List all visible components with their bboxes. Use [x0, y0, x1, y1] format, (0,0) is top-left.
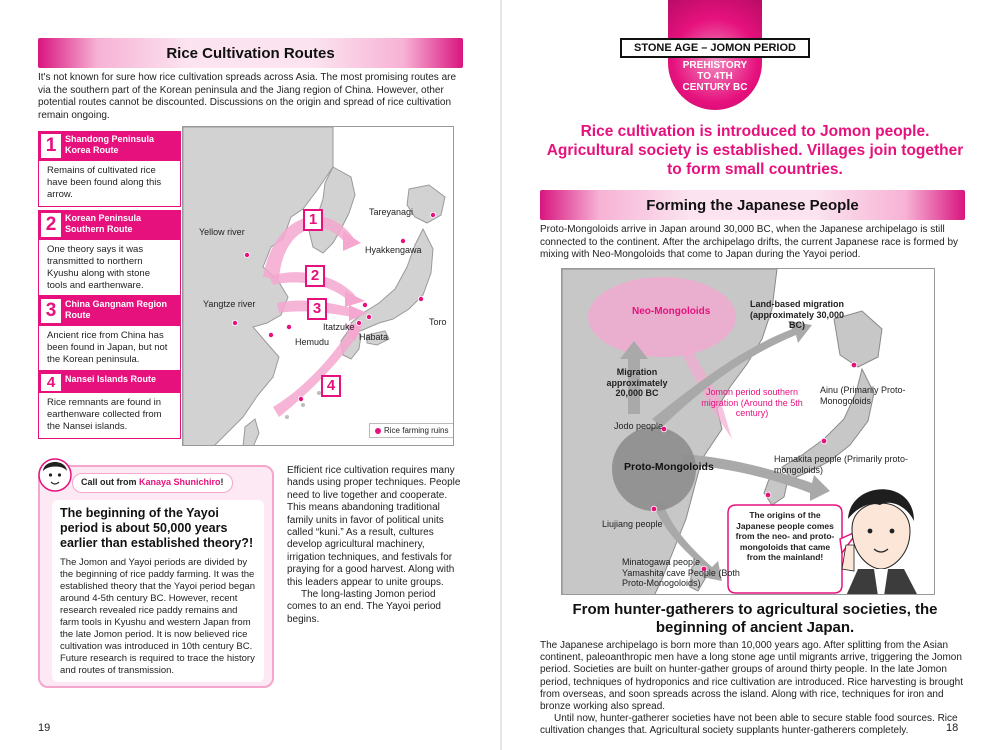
route-box-1: [38, 131, 181, 207]
badge-period-label: STONE AGE – JOMON PERIOD: [620, 38, 810, 58]
section-title: Forming the Japanese People: [646, 196, 859, 214]
body-paragraph-1: The Japanese archipelago is born more than 10,000 years ago. After splitting from the Asian continent, paleoanthropic men have a long stone age until migrants arrive, triggering the Jomon period. Societies are built on hunter-gather groups of around thirty people. In the late Jomon period, techniques of hydroponics and rice cultivation are introduced. Rice harvesting is brought from overseas, and soon spreads across the island. Along with rice, techniques for iron and bronze working also spread.: [540, 640, 964, 713]
callout-title: The beginning of the Yayoi period is about 50,000 years earlier than established theory?!: [60, 506, 254, 550]
callout-tab-prefix: Call out from: [81, 477, 139, 487]
label-minatogawa: Minatogawa people Yamashita cave People (Both Proto-Monogoloids): [622, 557, 740, 588]
intro-paragraph: It's not known for sure how rice cultivation spreads across Asia. The most promising routes are via the southern part of the Korean peninsula and the Jiang region of China. However, other potential routes cannot be discounted. Discussions on the origin and spread of rice cultivation remain ongoing.: [38, 72, 457, 121]
badge-subtitle: [668, 60, 762, 93]
subheading: From hunter-gatherers to agricultural societies, the beginning of ancient Japan.: [572, 601, 938, 636]
section-header-rice-routes: [38, 38, 463, 68]
badge-line: CENTURY BC: [682, 82, 748, 93]
section-header-forming: [540, 190, 965, 220]
route-box-3: [38, 296, 181, 371]
route-text: Ancient rice from China has been found in Japan, but not the Korean peninsula.: [38, 326, 181, 371]
callout-box: [38, 465, 274, 688]
section-title: Rice Cultivation Routes: [166, 44, 335, 62]
label-hamakita: Hamakita people (Primarily proto-mongoloids): [774, 454, 909, 475]
badge-line: TO 4TH: [697, 71, 733, 82]
route-title: Shandong Peninsula Korea Route: [65, 134, 155, 155]
route-text: Remains of cultivated rice have been found along this arrow.: [38, 161, 181, 207]
column-paragraph-1: Efficient rice cultivation requires many hands using proper techniques. People need to live together and cooperate. This means abandoning traditional family units in favor of political units called “kuni.” As a result, cultures develop agricultural machinery, irrigation techniques, and festivals for praying for a good harvest. Along with this leaders appear to unite groups.: [287, 465, 461, 588]
text-column: [287, 465, 465, 626]
speech-bubble-text: The origins of the Japanese people comes from the neo- and proto-mongoloids that came from the mainland!: [735, 510, 835, 562]
route-box-2: [38, 210, 181, 296]
migration-diagram: [561, 268, 935, 595]
map-label-yellow-river: Yellow river: [199, 227, 245, 237]
body-text: [540, 640, 965, 738]
route-title: China Gangnam Region Route: [65, 299, 168, 320]
map-label-itatzuke: Itatzuke: [323, 322, 355, 332]
map-label-toro: Toro: [429, 317, 447, 327]
label-jodo: Jodo people: [614, 421, 664, 431]
route-box-4: [38, 371, 181, 439]
label-proto-mongoloids: Proto-Mongoloids: [624, 461, 714, 473]
period-badge: [620, 0, 810, 118]
page-fold: [500, 0, 502, 750]
intro-paragraph: Proto-Mongoloids arrive in Japan around 30,000 BC, when the Japanese archipelago is still connected to the continent. After the archipelago drifts, the current Japanese race is formed by mixing with Neo-Mongoloids that come to Japan during the Yayoi period.: [540, 224, 959, 261]
map-label-hemudu: Hemudu: [295, 337, 330, 347]
label-ainu: Ainu (Primarily Proto-Monogoloids: [820, 385, 906, 406]
map-legend: [369, 423, 454, 438]
route-number: 2: [41, 213, 61, 237]
chapter-headline: Rice cultivation is introduced to Jomon people. Agricultural society is established. Villages join together to form small countries.: [546, 123, 964, 178]
legend-label: Rice farming ruins: [384, 426, 449, 435]
badge-line: PREHISTORY: [682, 60, 748, 71]
map-label-tareyanagi: Tareyanagi: [369, 207, 414, 217]
map-label-yangtze-river: Yangtze river: [203, 299, 256, 309]
page-number-left: 19: [38, 722, 51, 734]
map-label-hyakkengawa: Hyakkengawa: [365, 245, 422, 255]
route-marker-3: 3: [307, 298, 327, 320]
route-marker-2: 2: [305, 265, 325, 287]
kanaya-avatar-icon: [38, 455, 72, 495]
route-title: Korean Peninsula Southern Route: [65, 213, 142, 234]
route-marker-4: 4: [321, 375, 341, 397]
route-number: 4: [41, 374, 61, 391]
callout-tab-name: Kanaya Shunichiro: [139, 477, 221, 487]
label-migration-20000: Migration approximately 20,000 BC: [606, 367, 668, 398]
label-land-migration: Land-based migration (approximately 30,000 BC): [749, 299, 845, 330]
rice-routes-map: [182, 126, 454, 446]
route-title: Nansei Islands Route: [65, 374, 157, 384]
route-marker-1: 1: [303, 209, 323, 231]
map-label-habata: Habata: [359, 332, 389, 342]
label-liujiang: Liujiang people: [602, 519, 663, 529]
callout-tab: [72, 473, 233, 493]
route-number: 1: [41, 134, 61, 158]
column-paragraph-2: The long-lasting Jomon period comes to an end. The Yayoi period begins.: [287, 589, 441, 625]
callout-tab-suffix: !: [220, 477, 224, 487]
route-number: 3: [41, 299, 61, 323]
callout-text: The Jomon and Yayoi periods are divided by the beginning of rice paddy farming. It was the established theory that the Yayoi period began around 4-5th century BC. However, recent research revealed rice paddy remains and farm tools in Kyushu and western Japan from the late Jomon period. It is now believed rice cultivation was introduced in 10th century BC. Future research is required to trace the history and routes of transmission.: [60, 557, 256, 676]
page-number-right: 18: [946, 722, 959, 734]
label-neo-mongoloids: Neo-Mongoloids: [632, 306, 711, 317]
label-jomon-southern-migration: Jomon period southern migration (Around the 5th century): [701, 387, 803, 418]
route-text: Rice remnants are found in earthenware collected from the Nansei islands.: [38, 393, 181, 439]
legend-dot-icon: [375, 428, 381, 434]
body-paragraph-2: Until now, hunter-gatherer societies have not been able to secure stable food sources. Rice cultivation changes that. Agricultural society supplants hunter-gatherers completely.: [540, 713, 958, 737]
route-text: One theory says it was transmitted to northern Kyushu along with stone tools and earthenware.: [38, 240, 181, 296]
callout-inner: [52, 500, 264, 682]
